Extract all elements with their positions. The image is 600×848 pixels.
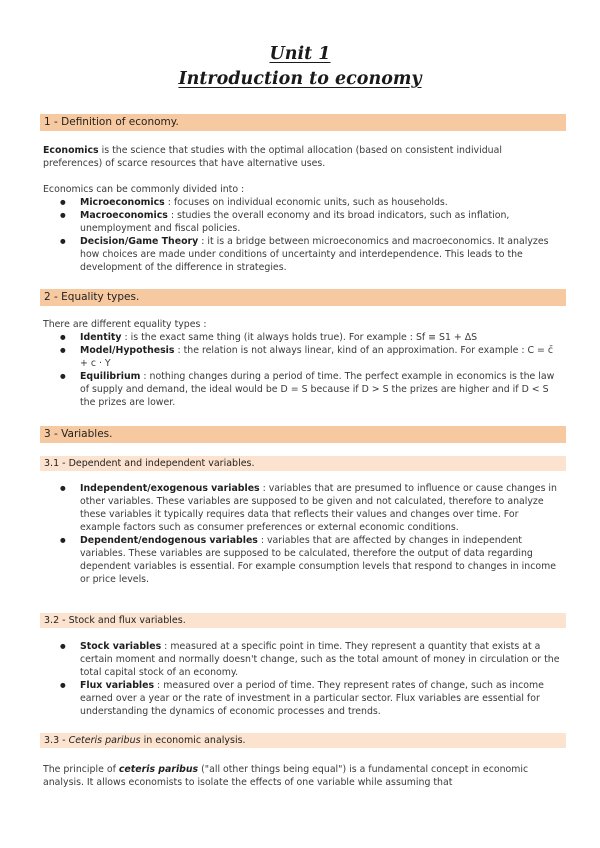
s3-1-list [60,482,560,586]
s2-intro: There are different equality types : [43,319,207,330]
list-item: ● Identity : is the exact same thing (it always holds true). For example : Sf ≡ S1 + ΔS [60,331,560,344]
economics-definition: Economics is the science that studies with the optimal allocation (based on consistent individual preferences) of scarce resources that have alternative uses. [43,145,502,169]
section-3-heading: 3 - Variables. [40,426,566,443]
unit-title: Unit 1 [269,44,331,64]
subsection-3-2-heading: 3.2 - Stock and flux variables. [40,613,566,628]
list-item: ● Equilibrium : nothing changes during a period of time. The perfect example in economics is the law of supply and demand, the ideal would be D = S because if D > S the prizes are higher and if D < S the prizes are lower. [60,370,560,409]
section-2-heading: 2 - Equality types. [40,289,566,306]
list-item: ● Independent/exogenous variables : variables that are presumed to influence or cause changes in other variables. These variables are supposed to be given and not calculated, therefore to analyze these variables it typically requires data that reflects their values and changes over time. For example factors such as consumer preferences or external economic conditions. [60,482,560,534]
s1-list [60,196,560,274]
list-item: ● Microeconomics : focuses on individual economic units, such as households. [60,196,560,209]
s1-intro: Economics can be commonly divided into : [43,184,245,195]
ceteris-paribus-paragraph: The principle of ceteris paribus ("all other things being equal") is a fundamental concept in economic analysis. It allows economists to isolate the effects of one variable while assuming that [43,764,529,788]
list-item: ● Model/Hypothesis : the relation is not always linear, kind of an approximation. For example : C = c̄ + c · Y [60,344,560,370]
s3-2-list [60,640,560,718]
subsection-3-3-heading: 3.3 - Ceteris paribus in economic analysis. [40,733,566,748]
subsection-3-1-heading: 3.1 - Dependent and independent variables. [40,456,566,471]
list-item: ● Macroeconomics : studies the overall economy and its broad indicators, such as inflation, unemployment and fiscal policies. [60,209,560,235]
list-item: ● Stock variables : measured at a specific point in time. They represent a quantity that exists at a certain moment and normally doesn't change, such as the total amount of money in circulation or the total capital stock of an economy. [60,640,560,679]
list-item: ● Dependent/endogenous variables : variables that are affected by changes in independent variables. These variables are supposed to be calculated, therefore the output of data regarding dependent variables is essential. For example consumption levels that respond to changes in income or price levels. [60,534,560,586]
section-1-heading: 1 - Definition of economy. [40,114,566,131]
s2-list [60,331,560,409]
document-title: Introduction to economy [178,69,422,89]
list-item: ● Decision/Game Theory : it is a bridge between microeconomics and macroeconomics. It analyzes how choices are made under conditions of uncertainty and interdependence. This leads to the development of the difference in strategies. [60,235,560,274]
list-item: ● Flux variables : measured over a period of time. They represent rates of change, such as income earned over a year or the rate of investment in a particular sector. Flux variables are essential for understanding the dynamics of economic processes and trends. [60,679,560,718]
